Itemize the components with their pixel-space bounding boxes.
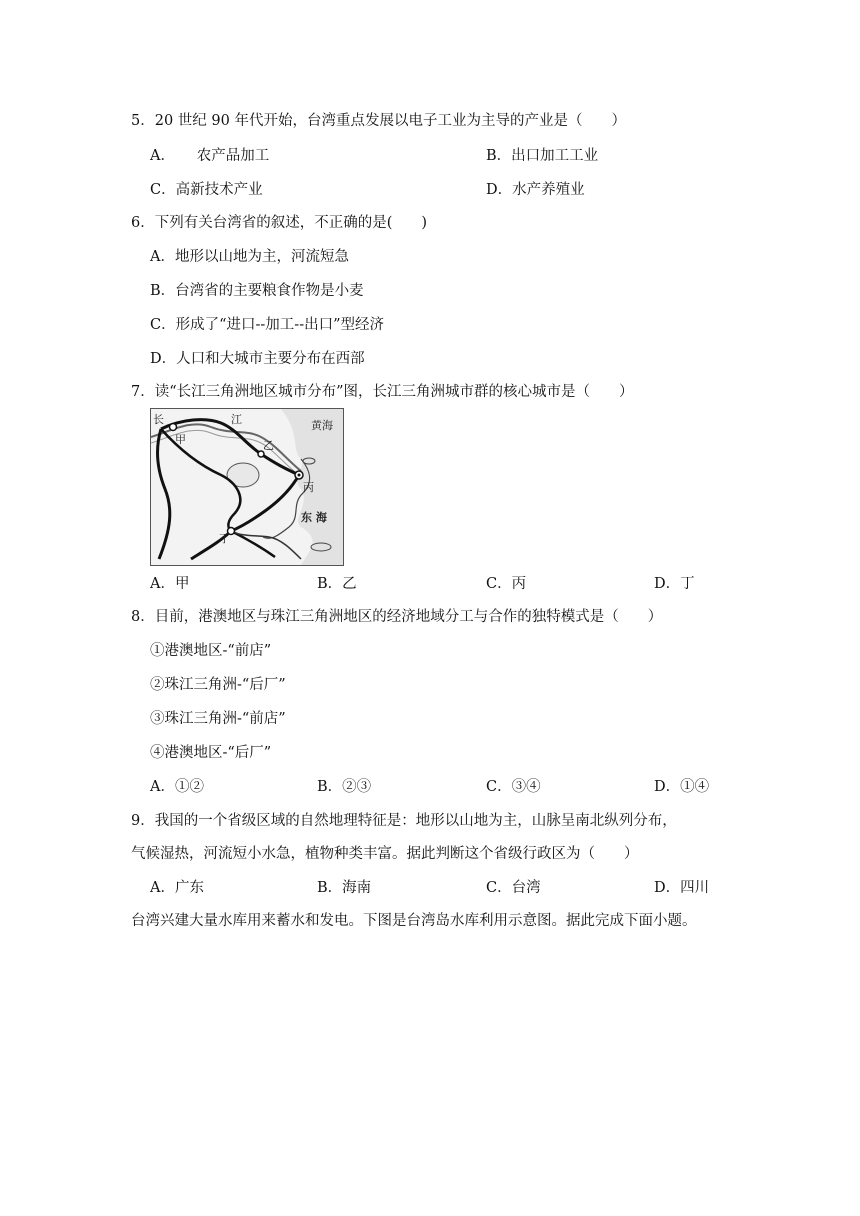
map-label-jia: 甲: [175, 433, 186, 446]
q9-stem-line1: 9．我国的一个省级区域的自然地理特征是：地形以山地为主，山脉呈南北纵列分布，: [131, 813, 677, 829]
next-group-intro: 台湾兴建大量水库用来蓄水和发电。下图是台湾岛水库利用示意图。据此完成下面小题。: [131, 913, 697, 929]
q7-option-c: C．丙: [486, 576, 527, 592]
q6-option-c: C．形成了“进口--加工--出口”型经济: [150, 317, 385, 333]
q7-option-d: D．丁: [654, 576, 695, 592]
q7-option-b: B．乙: [317, 576, 357, 592]
q6-stem: 6．下列有关台湾省的叙述，不正确的是( ): [131, 215, 428, 231]
q9-stem-line2: 气候湿热，河流短小水急，植物种类丰富。据此判断这个省级行政区为（ ）: [131, 846, 639, 862]
map-label-chang: 长: [153, 413, 164, 426]
q5-option-a: A． 农产品加工: [150, 148, 270, 164]
q9-option-b: B．海南: [317, 880, 372, 896]
yangtze-delta-map: [150, 408, 344, 566]
q8-item-4: ④港澳地区-“后厂”: [150, 745, 272, 761]
q9-option-a: A．广东: [150, 880, 204, 896]
q8-item-1: ①港澳地区-“前店”: [150, 643, 272, 659]
q6-option-d: D．人口和大城市主要分布在西部: [150, 351, 365, 367]
q6-option-b: B．台湾省的主要粮食作物是小麦: [150, 283, 364, 299]
q8-item-2: ②珠江三角洲-“后厂”: [150, 677, 286, 693]
q5-option-b: B．出口加工工业: [486, 148, 599, 164]
q8-option-a: A．①②: [150, 779, 204, 795]
q5-option-c: C．高新技术产业: [150, 182, 263, 198]
q9-option-c: C．台湾: [486, 880, 541, 896]
q8-stem: 8．目前，港澳地区与珠江三角洲地区的经济地域分工与合作的独特模式是（ ）: [131, 609, 663, 625]
q5-option-d: D．水产养殖业: [486, 182, 585, 198]
map-label-yi: 乙: [263, 439, 274, 452]
q5-stem: 5．20 世纪 90 年代开始，台湾重点发展以电子工业为主导的产业是（ ）: [131, 113, 626, 129]
q9-option-d: D．四川: [654, 880, 710, 896]
q7-stem: 7．读“长江三角洲地区城市分布”图，长江三角洲城市群的核心城市是（ ）: [131, 384, 634, 400]
q6-option-a: A．地形以山地为主，河流短急: [150, 249, 349, 265]
q8-option-c: C．③④: [486, 779, 541, 795]
q8-option-d: D．①④: [654, 779, 710, 795]
q8-option-b: B．②③: [317, 779, 372, 795]
map-label-jiang: 江: [231, 413, 242, 426]
map-label-donghai: 东 海: [301, 511, 327, 524]
q7-option-a: A．甲: [150, 576, 190, 592]
q8-item-3: ③珠江三角洲-“前店”: [150, 711, 286, 727]
map-label-bing: 丙: [303, 481, 314, 494]
map-label-ding: 丁: [219, 532, 230, 545]
map-label-huanghai: 黄海: [311, 419, 333, 432]
